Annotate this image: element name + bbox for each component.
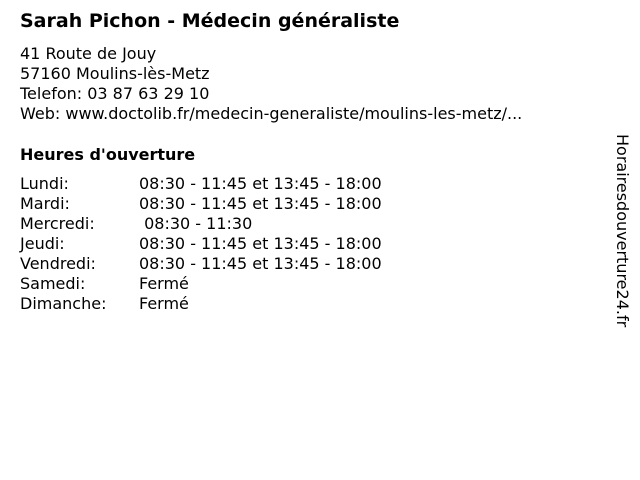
day-hours: 08:30 - 11:30 (139, 214, 253, 233)
address-city: 57160 Moulins-lès-Metz (20, 64, 210, 83)
site-brand-vertical (612, 134, 636, 370)
day-label: Samedi: (20, 274, 86, 293)
day-hours: 08:30 - 11:45 et 13:45 - 18:00 (139, 254, 382, 273)
opening-hours-heading: Heures d'ouverture (20, 145, 196, 164)
day-label: Vendredi: (20, 254, 96, 273)
site-brand-text: Horairesdouverture24.fr (613, 134, 632, 328)
day-hours: Fermé (139, 294, 189, 313)
day-label: Dimanche: (20, 294, 107, 313)
day-hours: Fermé (139, 274, 189, 293)
day-hours: 08:30 - 11:45 et 13:45 - 18:00 (139, 194, 382, 213)
day-hours: 08:30 - 11:45 et 13:45 - 18:00 (139, 234, 382, 253)
phone-number: Telefon: 03 87 63 29 10 (20, 84, 210, 103)
website-link[interactable]: Web: www.doctolib.fr/medecin-generaliste/moulins-les-metz/... (20, 104, 523, 123)
address-street: 41 Route de Jouy (20, 44, 157, 63)
page-title: Sarah Pichon - Médecin généraliste (20, 10, 400, 32)
day-hours: 08:30 - 11:45 et 13:45 - 18:00 (139, 174, 382, 193)
day-label: Mercredi: (20, 214, 95, 233)
day-label: Mardi: (20, 194, 70, 213)
contact-info (20, 44, 522, 124)
day-label: Lundi: (20, 174, 69, 193)
day-label: Jeudi: (20, 234, 65, 253)
